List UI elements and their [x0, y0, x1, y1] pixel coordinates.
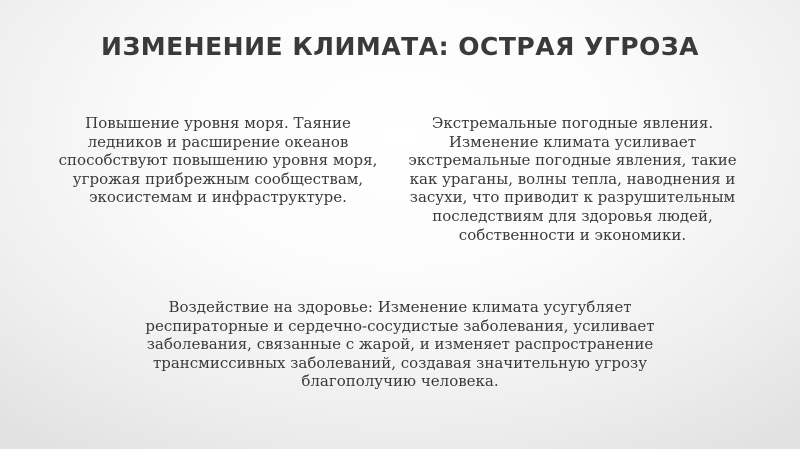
slide-title: ИЗМЕНЕНИЕ КЛИМАТА: ОСТРАЯ УГРОЗА [101, 32, 699, 61]
extreme-weather-text: Экстремальные погодные явления. Изменение климата усиливает экстремальные погодные явления, такие как ураганы, волны тепла, наводнения и засухи, что приводит к разрушительным последствиям для здоровья людей, собственности и экономики. [408, 114, 737, 244]
health-impact-text: Воздействие на здоровье: Изменение климата усугубляет респираторные и сердечно-сосудистые заболевания, усиливает заболевания, связанные с жарой, и изменяет распространение трансмиссивных заболеваний, создавая значительную угрозу благополучию человека. [145, 298, 655, 391]
sea-level-text: Повышение уровня моря. Таяние ледников и расширение океанов способствуют повышению уровня моря, угрожая прибрежным сообществам, экосистемам и инфраструктуре. [58, 114, 378, 207]
